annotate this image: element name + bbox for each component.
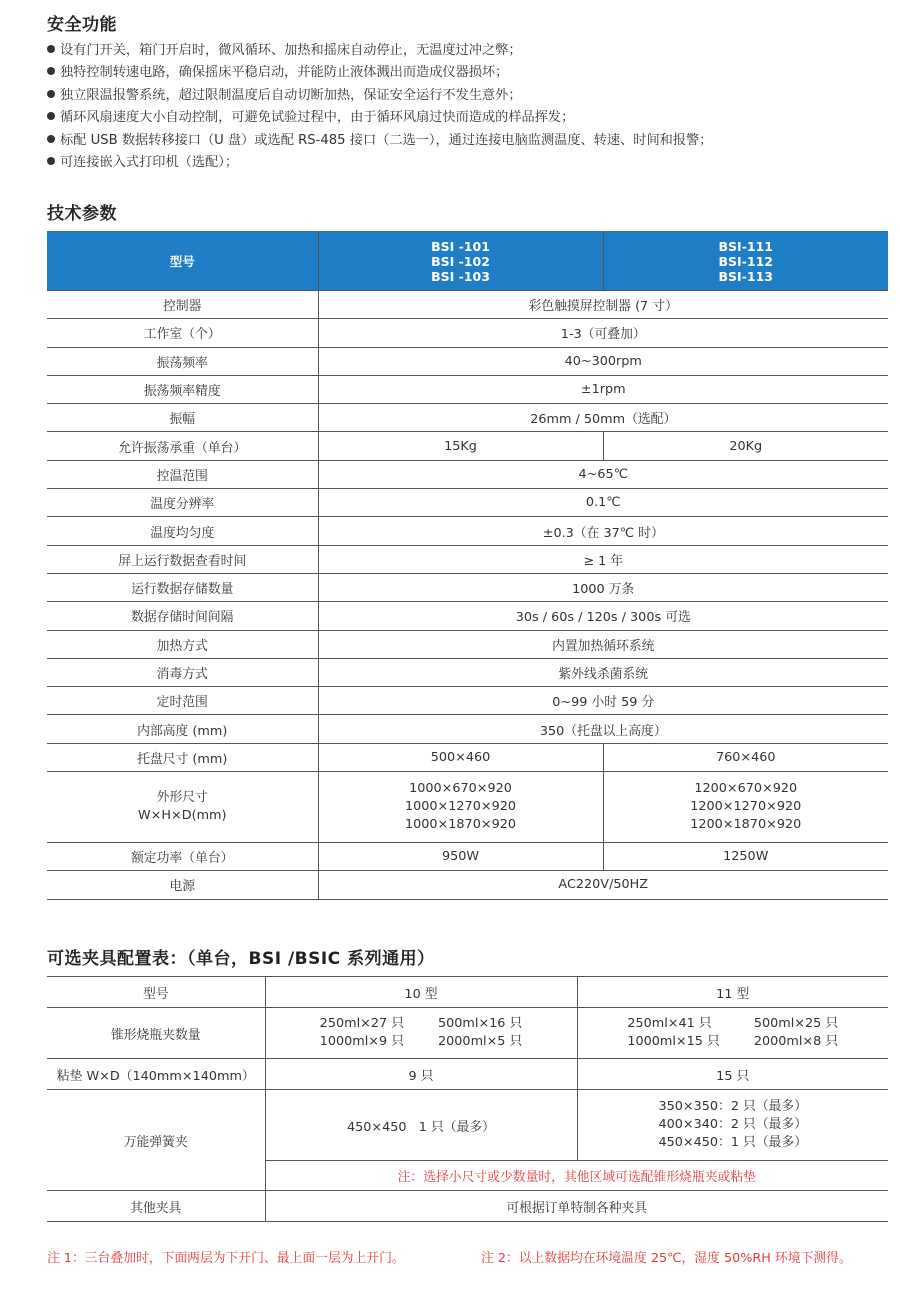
row-label: 运行数据存储数量	[47, 573, 318, 601]
table-row	[47, 432, 888, 460]
table-row	[47, 1090, 888, 1161]
row-label: 定时范围	[47, 687, 318, 715]
list-item: 可连接嵌入式打印机（选配）；	[47, 152, 888, 174]
model-b-header: BSI-111 BSI-112 BSI-113	[603, 232, 888, 291]
table-row	[47, 843, 888, 871]
row-value-a: 450×450 1 只（最多）	[265, 1090, 577, 1161]
specs-title: 技术参数	[47, 204, 117, 224]
row-label: 外形尺寸 W×H×D(mm)	[47, 772, 318, 843]
row-value: 1000 万条	[318, 573, 888, 601]
table-row	[47, 460, 888, 488]
row-label: 振荡频率	[47, 347, 318, 375]
row-label: 托盘尺寸 (mm)	[47, 743, 318, 771]
row-value: 0.1℃	[318, 489, 888, 517]
row-label: 万能弹簧夹	[47, 1090, 265, 1191]
row-value: ±0.3（在 37℃ 时）	[318, 517, 888, 545]
type-11-header: 11 型	[577, 977, 888, 1008]
table-row	[47, 743, 888, 771]
row-value: 4~65℃	[318, 460, 888, 488]
row-value-b: 350×350：2 只（最多） 400×340：2 只（最多） 450×450：1 只（最多）	[577, 1090, 888, 1161]
table-row	[47, 573, 888, 601]
row-value: ±1rpm	[318, 375, 888, 403]
row-label: 允许振荡承重（单台）	[47, 432, 318, 460]
safety-title: 安全功能	[47, 15, 117, 35]
row-label: 控制器	[47, 291, 318, 319]
row-value: 0~99 小时 59 分	[318, 687, 888, 715]
bullet-icon	[47, 135, 55, 143]
row-label: 内部高度 (mm)	[47, 715, 318, 743]
type-10-header: 10 型	[265, 977, 577, 1008]
table-row	[47, 687, 888, 715]
table-row	[47, 1191, 888, 1222]
row-value: 26mm / 50mm（选配）	[318, 404, 888, 432]
options-note: 注：选择小尺寸或少数量时，其他区域可选配锥形烧瓶夹或粘垫	[265, 1161, 888, 1191]
row-label: 其他夹具	[47, 1191, 265, 1222]
row-label: 温度均匀度	[47, 517, 318, 545]
list-item: 标配 USB 数据转移接口（U 盘）或选配 RS-485 接口（二选一），通过连接电脑监测温度、转速、时间和报警；	[47, 130, 888, 152]
row-value: 30s / 60s / 120s / 300s 可选	[318, 602, 888, 630]
options-header-label: 型号	[47, 977, 265, 1008]
table-header-row	[47, 977, 888, 1008]
row-value-a: 15Kg	[318, 432, 603, 460]
table-row	[47, 291, 888, 319]
bullet-icon	[47, 112, 55, 120]
row-value: 彩色触摸屏控制器 (7 寸）	[318, 291, 888, 319]
footnote-2: 注 2：以上数据均在环境温度 25℃，湿度 50%RH 环境下测得。	[481, 1251, 852, 1266]
row-label: 温度分辨率	[47, 489, 318, 517]
row-label: 数据存储时间间隔	[47, 602, 318, 630]
row-label: 振幅	[47, 404, 318, 432]
row-label: 加热方式	[47, 630, 318, 658]
row-value-b: 250ml×41 只 500ml×25 只 1000ml×15 只 2000ml×8 只	[577, 1008, 888, 1059]
row-value: ≥ 1 年	[318, 545, 888, 573]
row-value: AC220V/50HZ	[318, 871, 888, 899]
bullet-icon	[47, 67, 55, 75]
bullet-icon	[47, 90, 55, 98]
row-value: 40~300rpm	[318, 347, 888, 375]
table-row	[47, 517, 888, 545]
table-row	[47, 545, 888, 573]
table-row	[47, 602, 888, 630]
row-value-b: 1200×670×920 1200×1270×920 1200×1870×920	[603, 772, 888, 843]
options-table	[47, 976, 888, 1222]
bullet-icon	[47, 45, 55, 53]
table-row	[47, 1059, 888, 1090]
table-row	[47, 404, 888, 432]
row-value: 内置加热循环系统	[318, 630, 888, 658]
row-value: 紫外线杀菌系统	[318, 658, 888, 686]
table-row	[47, 319, 888, 347]
row-value-a: 250ml×27 只 500ml×16 只 1000ml×9 只 2000ml×5 只	[265, 1008, 577, 1059]
model-a-header: BSI -101 BSI -102 BSI -103	[318, 232, 603, 291]
row-value-b: 20Kg	[603, 432, 888, 460]
table-row	[47, 489, 888, 517]
table-row	[47, 715, 888, 743]
table-row	[47, 658, 888, 686]
specs-table	[47, 231, 888, 900]
row-label: 消毒方式	[47, 658, 318, 686]
list-item: 独特控制转速电路，确保摇床平稳启动，并能防止液体溅出而造成仪器损坏；	[47, 62, 888, 84]
row-label: 屏上运行数据查看时间	[47, 545, 318, 573]
row-value-a: 9 只	[265, 1059, 577, 1090]
table-row	[47, 375, 888, 403]
row-label: 额定功率（单台）	[47, 843, 318, 871]
footnote-1: 注 1：三台叠加时，下面两层为下开门、最上面一层为上开门。	[47, 1251, 405, 1266]
list-item: 独立限温报警系统，超过限制温度后自动切断加热，保证安全运行不发生意外；	[47, 85, 888, 107]
safety-list	[47, 40, 888, 174]
row-value: 可根据订单特制各种夹具	[265, 1191, 888, 1222]
row-value-a: 1000×670×920 1000×1270×920 1000×1870×920	[318, 772, 603, 843]
row-value: 1-3（可叠加）	[318, 319, 888, 347]
row-value-b: 1250W	[603, 843, 888, 871]
row-label: 工作室（个）	[47, 319, 318, 347]
row-label: 锥形烧瓶夹数量	[47, 1008, 265, 1059]
table-row	[47, 772, 888, 843]
table-row	[47, 630, 888, 658]
list-item: 循环风扇速度大小自动控制，可避免试验过程中，由于循环风扇过快而造成的样品挥发；	[47, 107, 888, 129]
model-header-label: 型号	[47, 232, 318, 291]
table-row	[47, 347, 888, 375]
table-row	[47, 871, 888, 899]
row-value-b: 760×460	[603, 743, 888, 771]
table-row	[47, 1008, 888, 1059]
row-value-b: 15 只	[577, 1059, 888, 1090]
row-label: 电源	[47, 871, 318, 899]
options-title: 可选夹具配置表：（单台，BSI /BSIC 系列通用）	[47, 949, 435, 969]
bullet-icon	[47, 157, 55, 165]
row-value: 350（托盘以上高度）	[318, 715, 888, 743]
list-item: 设有门开关，箱门开启时，微风循环、加热和摇床自动停止，无温度过冲之弊；	[47, 40, 888, 62]
row-label: 振荡频率精度	[47, 375, 318, 403]
row-label: 粘垫 W×D（140mm×140mm）	[47, 1059, 265, 1090]
row-label: 控温范围	[47, 460, 318, 488]
row-value-a: 950W	[318, 843, 603, 871]
table-header-row	[47, 232, 888, 291]
row-value-a: 500×460	[318, 743, 603, 771]
